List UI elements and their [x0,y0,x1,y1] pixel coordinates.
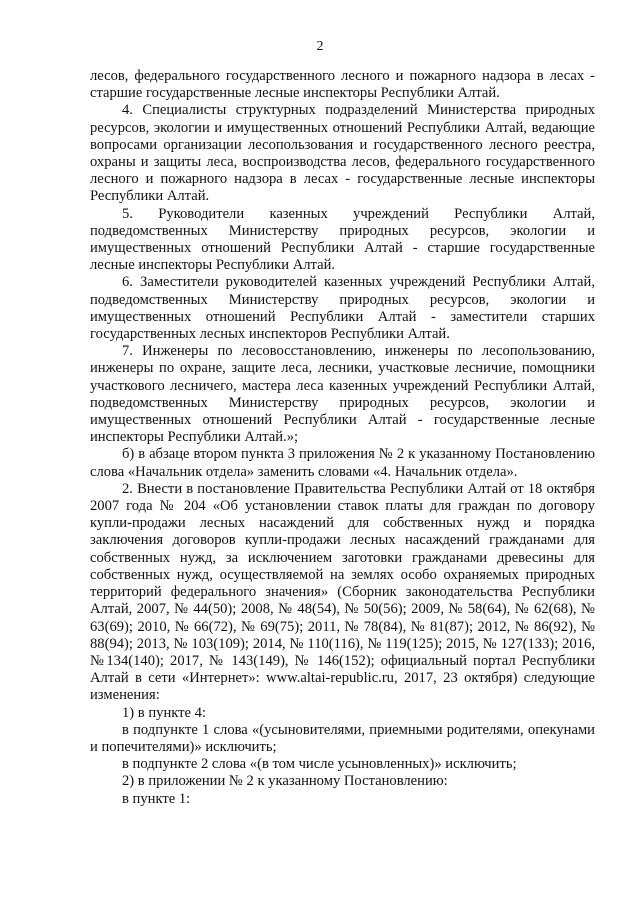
paragraph-point-1-heading: в пункте 1: [122,790,191,807]
paragraph-item-4: 4. Специалисты структурных подразделений Министерства природных ресурсов, экологии и имущественных отношений Республики Алтай, ведающие вопросами организации лесопользования и государственного лесного реестра, охраны и защиты леса, воспроизводства лесов, федерального государственного лесного и пожарного надзора в лесах - государственные лесные инспекторы Республики Алтай. [90,102,595,205]
paragraph-subpoint-1: в подпункте 1 слова «(усыновителями, приемными родителями, опекунами и попечителями)» исключить; [90,721,595,755]
paragraph-appendix-2-heading: 2) в приложении № 2 к указанному Постановлению: [122,773,448,790]
paragraph-point-4-heading: 1) в пункте 4: [122,704,207,721]
paragraph-subpoint-2: в подпункте 2 слова «(в том числе усыновленных)» исключить; [122,756,517,773]
paragraph-item-6: 6. Заместители руководителей казенных учреждений Республики Алтай, подведомственных Министерству природных ресурсов, экологии и имущественных отношений Республики Алтай - заместители старших государственных лесных инспекторов Республики Алтай. [90,274,595,343]
document-body [90,68,595,808]
paragraph-item-7: 7. Инженеры по лесовосстановлению, инженеры по лесопользованию, инженеры по охране, защите леса, лесники, участковые лесничие, помощники участкового лесничего, мастера леса казенных учреждений Республики Алтай, подведомственных Министерству природных ресурсов, экологии и имущественных отношений Республики Алтай - государственные лесные инспекторы Республики Алтай.»; [90,343,595,446]
page-number: 2 [316,39,324,54]
paragraph-subitem-b: б) в абзаце втором пункта 3 приложения № 2 к указанному Постановлению слова «Начальник отдела» заменить словами «4. Начальник отдела». [90,446,595,480]
paragraph-continuation: лесов, федерального государственного лесного и пожарного надзора в лесах - старшие государственные лесные инспекторы Республики Алтай. [90,68,595,102]
paragraph-section-2: 2. Внести в постановление Правительства Республики Алтай от 18 октября 2007 года № 204 «Об установлении ставок платы для граждан по договору купли-продажи лесных насаждений для собственных нужд и порядка заключения договоров купли-продажи лесных насаждений гражданами для собственных нужд, за исключением заготовки гражданами древесины для собственных нужд, осуществляемой на землях особо охраняемых природных территорий федерального значения» (Сборник законодательства Республики Алтай, 2007, № 44(50); 2008, № 48(54), № 50(56); 2009, № 58(64), № 62(68), № 63(69); 2010, № 66(72), № 69(75); 2011, № 78(84), № 81(87); 2012, № 86(92), № 88(94); 2013, № 103(109); 2014, № 110(116), № 119(125); 2015, № 127(133); 2016, №134(140); 2017, № 143(149), № 146(152); официальный портал Республики Алтай в сети «Интернет»: www.altai-republic.ru, 2017, 23 октября) следующие изменения: [90,480,595,704]
paragraph-item-5: 5. Руководители казенных учреждений Республики Алтай, подведомственных Министерству природных ресурсов, экологии и имущественных отношений Республики Алтай - старшие государственные лесные инспекторы Республики Алтай. [90,205,595,274]
